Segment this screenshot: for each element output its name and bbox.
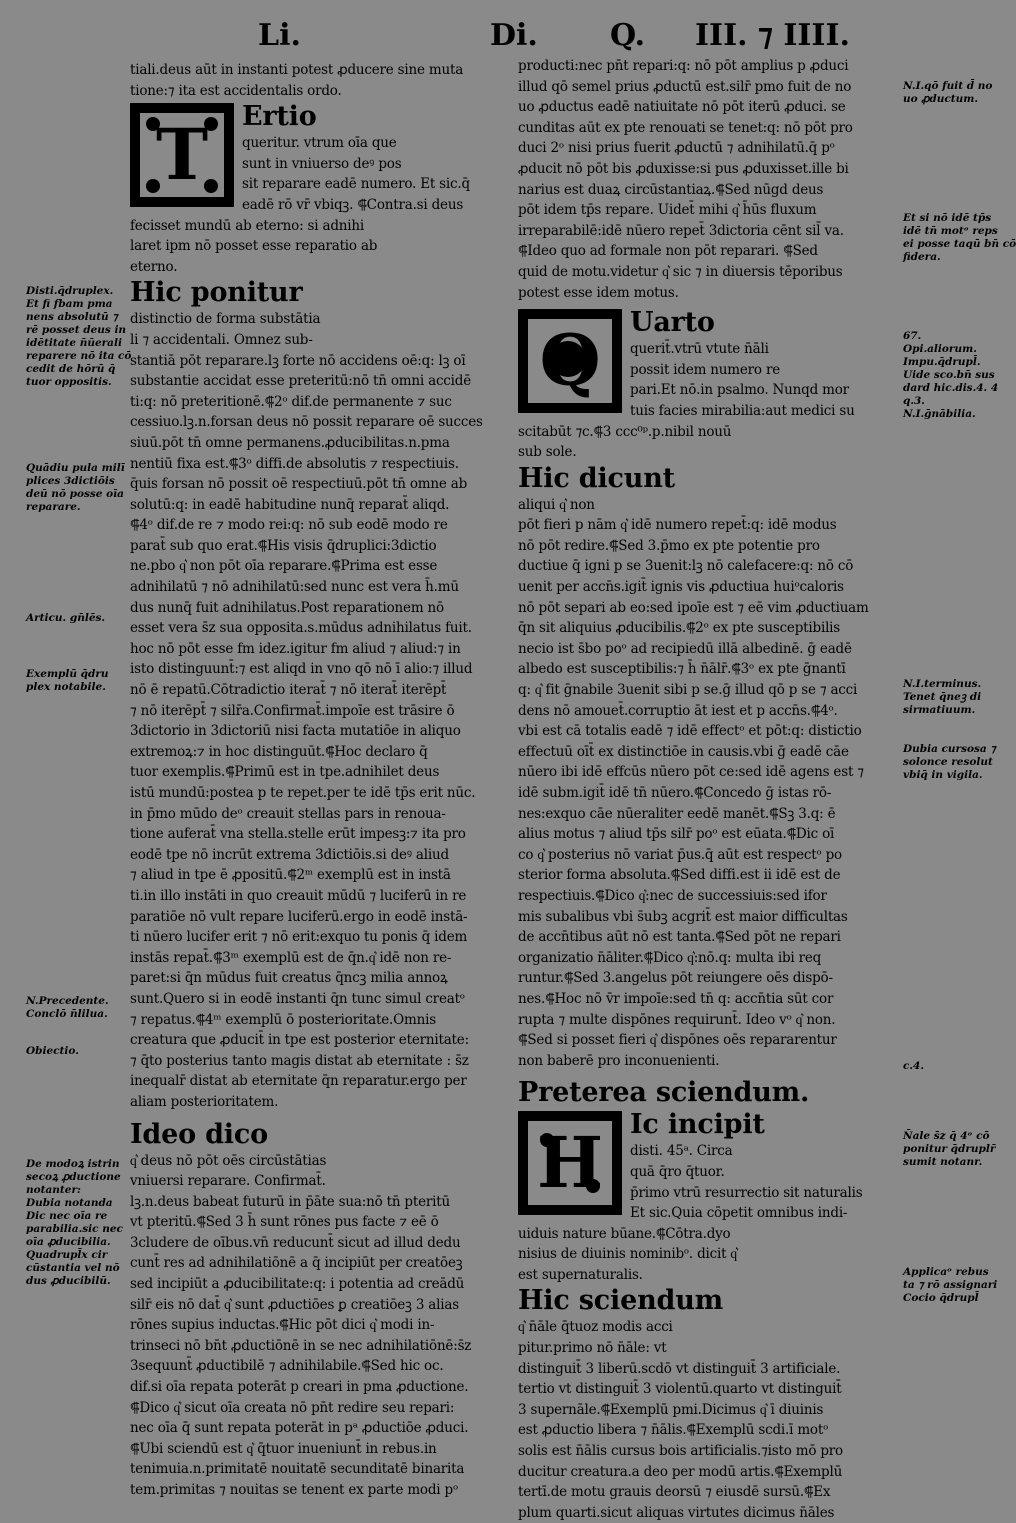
margin-note-line: Exemplū q̄dru bbox=[26, 668, 109, 680]
right-text-column bbox=[518, 56, 893, 1523]
hic-incipit-line: p̄rimo vtrū resurrectio sit naturalis bbox=[630, 1184, 863, 1201]
hic-dicunt-line: nes.⸿Hoc nō v̄r impoīe:sed tn̄ q: accn̄tia sūt cor bbox=[518, 990, 834, 1007]
margin-note-line: dus ꝓducibilū. bbox=[26, 1275, 111, 1287]
margin-note-line: oīa ꝓducibilia. bbox=[26, 1236, 111, 1248]
hic-dicunt-line: aliqui q͛ non bbox=[518, 496, 595, 513]
hic-dicunt-line: vbi est cā totalis eadē ⁊ idē effectᵒ et pōt:q: distictio bbox=[518, 723, 862, 740]
hic-ponitur-line: cessiuo.lꝫ.n.forsan deus nō possit reparare oē succes bbox=[130, 414, 483, 431]
margin-note-right-8 bbox=[903, 1266, 998, 1305]
hic-ponitur-line: nō ē repatū.Cōtradictio iterat̄ ⁊ nō iterat̄ iterēpt̄ bbox=[130, 682, 447, 699]
hic-dicunt-line: respectiuis.⸿Dico q͛:nec de successiuis:sed ifor bbox=[518, 887, 827, 904]
preterea-heading: Preterea sciendum. bbox=[518, 1077, 810, 1109]
margin-note-line: Conclō n̄lilua. bbox=[26, 1008, 108, 1020]
hic-dicunt-line: nō pōt redire.⸿Sed 3.p̄mo ex pte potentie pro bbox=[518, 537, 820, 554]
hic-dicunt-line: alius motus ⁊ aliud tp̄s silr̄ poᵒ est eūata.⸿Dic oī bbox=[518, 826, 835, 843]
quarto-section bbox=[518, 307, 893, 463]
right-top-line: quid de motu.videtur q͛ sic ⁊ in diuersis tēporibus bbox=[518, 263, 843, 280]
margin-note-line: ta ⁊ rō assignari bbox=[903, 1279, 998, 1291]
hic-sciendum-line: plum quarti.sicut aliquas virtutes dicimus n̄āles bbox=[518, 1504, 835, 1521]
decorated-initial-h: H bbox=[518, 1111, 622, 1215]
margin-note-right-7 bbox=[903, 1130, 998, 1169]
hic-dicunt-line: runtur.⸿Sed 3.angelus pōt reiungere oēs dispō- bbox=[518, 970, 833, 987]
hic-dicunt-line: pōt fieri p nām q͛ idē numero repet̄:q: idē modus bbox=[518, 517, 837, 534]
margin-note-line: deū nō posse oīa bbox=[26, 488, 124, 500]
running-header bbox=[0, 18, 1000, 54]
hic-ponitur-line: in p̄mo mūdo deᵒ creauit stellas pars in renoua- bbox=[130, 805, 446, 822]
hic-dicunt-line: uenit per accn̄s.igit̄ ignis vis ꝓductiua huiᵒcaloris bbox=[518, 579, 844, 596]
margin-note-line: N.I.qō fuit d̄ no bbox=[903, 80, 993, 92]
hic-ponitur-line: ⁊ repatus.⸿4ᵐ exemplū ō posterioritate.Omnis bbox=[130, 1011, 436, 1028]
margin-note-left-6 bbox=[26, 1045, 126, 1058]
hic-ponitur-line: adnihilatū ⁊ nō adnihilatū:sed nunc est vera h̄.mū bbox=[130, 579, 459, 596]
hic-ponitur-lines bbox=[130, 309, 495, 1112]
hic-ponitur-line: substantie accidat esse preteritū:nō tn̄ omni accidē bbox=[130, 373, 472, 390]
margin-note-line: Dic nec oīa re bbox=[26, 1210, 108, 1222]
hic-dicunt-line: organizatio n̄āliter.⸿Dico q͛:nō.q: multa ibi req bbox=[518, 949, 822, 966]
margin-note-line: nens absolutū ⁊ bbox=[26, 311, 118, 323]
hic-ponitur-section bbox=[130, 277, 495, 1112]
margin-note-left-1 bbox=[26, 285, 132, 389]
hic-sciendum-line: ducitur creatura.a deo per modū artis.⸿Exemplū bbox=[518, 1463, 843, 1480]
quarto-heading: Uarto bbox=[630, 307, 715, 339]
margin-note-line: q.3. bbox=[903, 395, 925, 407]
hic-ponitur-line: inequalr̄ distat ab eternitate q̄n reparatur.ergo per bbox=[130, 1073, 467, 1090]
margin-note-line: idē tn̄ motᵒ reps bbox=[903, 225, 998, 237]
tertio-line: sunt in vniuerso deꝰ pos bbox=[242, 155, 402, 172]
hic-ponitur-line: istū mundū:postea p te repet.per te idē tp̄s erit nūc. bbox=[130, 785, 476, 801]
hic-ponitur-line: li ⁊ accidentali. Omnez sub- bbox=[130, 331, 313, 348]
hic-ponitur-line: paret:si q̄n mūdus fuit creatus q̄ncꝫ milia annoꝝ bbox=[130, 970, 448, 987]
margin-note-line: parabilia.sic nec bbox=[26, 1223, 123, 1235]
margin-note-line: 67. bbox=[903, 330, 922, 342]
ideo-dico-line: tenimuia.n.primitatē nouitatē secunditatē binarita bbox=[130, 1461, 465, 1478]
right-top-line: uo ꝓductus eadē natiuitate nō pōt iterū ꝓduci. se bbox=[518, 99, 846, 116]
hic-ponitur-line: ⁊ q̄to posterius tanto magis distat ab eternitate : s̄z bbox=[130, 1052, 469, 1069]
hic-incipit-section bbox=[518, 1109, 893, 1285]
tertio-line: laret ipm nō posset esse reparatio ab bbox=[130, 238, 378, 255]
ideo-dico-section bbox=[130, 1119, 495, 1501]
left-top-line: tiali.deus aūt in instanti potest ꝓducere sine muta bbox=[130, 62, 464, 78]
hic-dicunt-line: dens nō amouet̄.corruptio āt iest et p accn̄s.⸿4ᵒ. bbox=[518, 702, 838, 719]
margin-note-line: Impu.q̄drupl̄. bbox=[903, 356, 981, 368]
margin-note-line: N̄ale s̄z q̄ 4ᵒ cō bbox=[903, 1130, 990, 1142]
left-text-column bbox=[130, 60, 495, 1501]
hic-sciendum-line: est ꝓductio libera ⁊ n̄ālis.⸿Exemplū scdi.ī motᵒ bbox=[518, 1422, 829, 1439]
hic-dicunt-section bbox=[518, 463, 893, 1072]
margin-note-right-2 bbox=[903, 212, 1016, 264]
margin-note-line: Applicaᵒ rebus bbox=[903, 1266, 989, 1278]
hic-ponitur-line: ti nūero lucifer erit ⁊ nō erit:exquo tu ponis q̄ idem bbox=[130, 929, 468, 946]
margin-note-line: Cocio q̄drupl̄ bbox=[903, 1292, 979, 1304]
quarto-line: scitabūt ⁊c.⸿3 ccc⁰ᵖ.p.nibil nouū bbox=[518, 423, 732, 440]
ideo-dico-line: silr̄ eis nō dat̄ q͛ sunt ꝓductiōes ꝑ creatiōeꝫ 3 alias bbox=[130, 1296, 459, 1313]
hic-ponitur-line: ne.pbo q͛ non pōt oīa reparare.⸿Prima est esse bbox=[130, 558, 438, 575]
hic-dicunt-line: albedo est susceptibilis:⁊ h̄ n̄ālr̄.⸿3ᵒ ex pte ḡnantī bbox=[518, 661, 846, 678]
hic-sciendum-line: 3 supernāle.⸿Exemplū pmi.Dicimus q͛ ī diuinis bbox=[518, 1401, 824, 1418]
margin-note-line: Articu. gn̄lēs. bbox=[26, 612, 106, 624]
hic-incipit-line: uiduis nature būane.⸿Cōtra.dyo bbox=[518, 1225, 731, 1242]
hic-dicunt-line: idē subm.igit̄ idē tn̄ nūero.⸿Concedo ḡ istas rō- bbox=[518, 785, 832, 801]
margin-note-line: N.Precedente. bbox=[26, 995, 109, 1007]
hic-ponitur-line: extremoꝝ:⁊ in hoc distinguūt.⸿Hoc declaro q̄ bbox=[130, 743, 428, 760]
margin-note-line: tuor oppositis. bbox=[26, 376, 112, 388]
tertio-line: fecisset mundū ab eterno: si adnihi bbox=[130, 217, 364, 234]
hic-dicunt-line: mis subalibus vbi s̄ubꝫ acgrit̄ est maior difficultas bbox=[518, 908, 848, 925]
quarto-line: querit̄.vtrū vtute n̄āli bbox=[630, 341, 769, 358]
hic-dicunt-line: rupta ⁊ multe dispōnes requirunt̄. Ideo vᵒ q͛ non. bbox=[518, 1011, 836, 1028]
margin-note-line: plices 3dictiōis bbox=[26, 475, 115, 487]
ideo-dico-line: vniuersi reparare. Confirmat̄. bbox=[130, 1173, 326, 1190]
margin-note-right-4 bbox=[903, 678, 998, 717]
hic-ponitur-line: ⸿4ᵒ dif.de re ⁊ modo rei:q: nō sub eodē modo re bbox=[130, 517, 448, 534]
margin-note-line: sumit notanr. bbox=[903, 1156, 983, 1168]
right-top-line: producti:nec pn̄t repari:q: nō pōt amplius p ꝓduci bbox=[518, 58, 849, 74]
tertio-line: sit reparare eadē numero. Et sic.q̄ bbox=[242, 176, 470, 193]
tertio-section bbox=[130, 101, 495, 277]
margin-note-line: c.4. bbox=[903, 1060, 925, 1072]
hic-incipit-line: Et sic.Quia cōpetit omnibus indi- bbox=[630, 1205, 848, 1222]
ideo-dico-line: nec oīa q̄ sunt repata poterāt in pᵃ ꝓductiōe ꝓduci. bbox=[130, 1420, 469, 1437]
margin-note-line: cedit de hōrū q̄ bbox=[26, 363, 116, 375]
hic-dicunt-line: necio ist s̄bo poᵒ ad recipiedū illā albedinē. ḡ eadē bbox=[518, 640, 852, 657]
left-top-line: tione:⁊ ita est accidentalis ordo. bbox=[130, 82, 342, 99]
hic-sciendum-line: q͛ n̄āle q̄tuoz modis acci bbox=[518, 1319, 673, 1336]
hic-dicunt-line: nūero ibi idē effcūs nūero pōt ce:sed idē agens est ⁊ bbox=[518, 764, 864, 781]
ideo-dico-line: trinseci nō bn̄t ꝓductiōnē in se nec adnihilatiōnē:s̄z bbox=[130, 1337, 472, 1354]
margin-note-line: Tenet q̄neꝫ di bbox=[903, 691, 982, 703]
margin-note-line: ponitur q̄druplr̄ bbox=[903, 1143, 996, 1155]
hic-ponitur-line: ⁊ nō iterēpt̄ ⁊ silr̄a.Confirmat̄.impoīe est trāsire ō bbox=[130, 702, 455, 719]
hic-incipit-line: quā q̄ro q̄tuor. bbox=[630, 1163, 725, 1180]
margin-note-line: Quadrupl̄x cir bbox=[26, 1249, 108, 1261]
hic-ponitur-line: eodē tpe nō incrūt extrema 3dictiōis.si deꝰ aliud bbox=[130, 846, 449, 863]
margin-note-left-7 bbox=[26, 1158, 126, 1288]
right-top-line: narius est duaꝝ circūstantiaꝝ.⸿Sed nūgd deus bbox=[518, 181, 824, 198]
hic-ponitur-line: parat̄ sub quo erat.⸿His visis q̄druplici:3dictio bbox=[130, 537, 437, 554]
quarto-line: pari.Et nō.in psalmo. Nunqd mor bbox=[630, 382, 849, 399]
margin-note-line: Et fi fbam pma bbox=[26, 298, 113, 310]
margin-note-right-5 bbox=[903, 743, 998, 782]
ideo-dico-line: ⸿Dico q͛ sicut oīa creata nō pn̄t redire seu repari: bbox=[130, 1399, 455, 1416]
margin-note-line: vbiq̄ in vigila. bbox=[903, 769, 983, 781]
hic-ponitur-heading: Hic ponitur bbox=[130, 277, 303, 309]
ideo-dico-line: dif.si oīa repata poterāt p creari in pma ꝓductione. bbox=[130, 1379, 469, 1396]
tertio-heading: Ertio bbox=[242, 101, 317, 133]
hic-sciendum-line: tertī.de motu grauis deorsū ⁊ eiusdē sursū.⸿Ex bbox=[518, 1484, 831, 1501]
hic-ponitur-line: tuor exemplis.⸿Primū est in tpe.adnihilet deus bbox=[130, 764, 440, 781]
hic-ponitur-line: q̄uis forsan nō possit oē respectiuū.pōt tn̄ omne ab bbox=[130, 476, 468, 493]
margin-note-left-3 bbox=[26, 612, 126, 625]
decorated-initial-t: T bbox=[130, 103, 234, 207]
hic-sciendum-heading: Hic sciendum bbox=[518, 1285, 723, 1317]
margin-note-line: De modoꝝ istrin bbox=[26, 1158, 120, 1170]
hic-ponitur-line: sunt.Quero si in eodē instanti q̄n tunc simul creatᵒ bbox=[130, 990, 465, 1007]
margin-note-left-2 bbox=[26, 462, 126, 514]
hic-ponitur-line: ti:q: nō preteritionē.⸿2ᵒ dif.de permanente ⁊ suc bbox=[130, 393, 452, 410]
margin-note-line: reparere nō ita cō bbox=[26, 350, 132, 362]
quarto-line: possit idem numero re bbox=[630, 361, 780, 378]
tertio-line: eadē rō vr̄ vbiqꝫ. ⸿Contra.si deus bbox=[242, 196, 464, 213]
margin-note-right-6 bbox=[903, 1060, 998, 1073]
ideo-dico-line: sed incipiūt a ꝓducibilitate:q: i potentia ad creādū bbox=[130, 1276, 465, 1293]
hic-ponitur-line: ti.in illo instāti in quo creauit mūdū ⁊ luciferū in re bbox=[130, 887, 467, 904]
hic-ponitur-line: aliam posterioritatem. bbox=[130, 1093, 279, 1110]
hic-ponitur-line: isto distinguunt̄:⁊ est aliqd in vno qō nō ī alio:⁊ illud bbox=[130, 661, 473, 678]
ideo-dico-line: ⸿Ubi sciendū est q͛ q̄tuor inueniunt̄ in rebus.in bbox=[130, 1440, 437, 1457]
hic-ponitur-line: creatura que ꝓducit̄ in tpe est posterior eternitate: bbox=[130, 1032, 469, 1049]
hic-dicunt-line: non baberē pro inconuenienti. bbox=[518, 1052, 720, 1069]
ideo-dico-line: vt pteritū.⸿Sed 3 h̄ sunt rōnes pus facte ⁊ eē ō bbox=[130, 1214, 439, 1231]
hic-sciendum-section bbox=[518, 1285, 893, 1523]
right-top-line: cunditas aūt ex pte renouati se tenet:q: nō pōt pro bbox=[518, 119, 853, 136]
margin-note-left-4 bbox=[26, 668, 126, 694]
quarto-line: tuis facies mirabilia:aut medici su bbox=[630, 402, 855, 419]
hic-dicunt-line: ductiue q̄ igni p se 3uenit:lꝫ nō calefacere:q: nō cō bbox=[518, 558, 854, 575]
hic-ponitur-line: ⁊ aliud in tpe ē ꝓpositū.⸿2ᵐ exemplū est in instā bbox=[130, 867, 451, 884]
right-top-line: illud qō semel prius ꝓductū est.silr̄ pmo fuit de no bbox=[518, 78, 852, 95]
ideo-dico-line: q͛ deus nō pōt oēs circūstātias bbox=[130, 1152, 327, 1169]
margin-note-line: Dubia cursosa ⁊ bbox=[903, 743, 996, 755]
hic-dicunt-line: ⸿Sed si posset fieri q͛ dispōnes oēs repararentur bbox=[518, 1032, 837, 1049]
hic-sciendum-line: tertio vt distinguit̄ 3 violentū.quarto vt distinguit̄ bbox=[518, 1381, 842, 1398]
ideo-dico-line: rōnes supius inductas.⸿Hic pōt dici q͛ modi in- bbox=[130, 1317, 435, 1334]
margin-note-line: uo ꝓductum. bbox=[903, 93, 979, 105]
margin-note-line: Uide sco.bn̄ sus bbox=[903, 369, 995, 381]
right-top-line: potest esse idem motus. bbox=[518, 284, 679, 301]
hic-ponitur-line: instās repat̄.⸿3ᵐ exemplū est de q̄n.q͛ idē non re- bbox=[130, 949, 452, 966]
hic-dicunt-lines bbox=[518, 495, 893, 1072]
ideo-dico-line: 3cludere de oībus.vn̄ reducunt̄ sicut ad illud dedu bbox=[130, 1234, 461, 1251]
margin-note-line: plex notabile. bbox=[26, 681, 106, 693]
hic-sciendum-line: distinguit̄ 3 liberū.scdō vt distinguit̄ 3 artificiale. bbox=[518, 1360, 841, 1377]
hic-ponitur-line: tione auferat̄ vna stella.stelle erūt impesꝫ:⁊ ita pro bbox=[130, 826, 466, 843]
hic-dicunt-line: q: q͛ fit ḡnabile 3uenit sibi p se.ḡ illud qō p se ⁊ acci bbox=[518, 682, 858, 699]
hic-dicunt-line: q̄n sit aliquius ꝓducibilis.⸿2ᵒ ex pte susceptibilis bbox=[518, 620, 841, 637]
hic-dicunt-heading: Hic dicunt bbox=[518, 462, 675, 494]
margin-note-line: rē posset deus in bbox=[26, 324, 127, 336]
margin-note-line: secoꝝ ꝓductione bbox=[26, 1171, 121, 1183]
margin-note-left-5 bbox=[26, 995, 126, 1021]
hic-sciendum-lines bbox=[518, 1317, 893, 1523]
left-top-lines bbox=[130, 60, 495, 101]
hic-ponitur-line: 3dictorio in 3dictoriū nisi facta mutatiōe in aliquo bbox=[130, 723, 461, 740]
hic-ponitur-line: nentiū fixa est.⸿3ᵒ diffi.de absolutis ⁊ respectiuis. bbox=[130, 455, 459, 472]
ideo-dico-lines bbox=[130, 1151, 495, 1501]
margin-note-line: dard hic.dis.4. 4 bbox=[903, 382, 999, 394]
hic-ponitur-line: hoc nō pōt esse fm idez.igitur fm aliud ⁊ aliud:⁊ in bbox=[130, 640, 461, 657]
hic-sciendum-line: solis est n̄ālis cursus bois artificialis.⁊isto mō pro bbox=[518, 1443, 843, 1460]
hic-ponitur-line: paratiōe nō vult repare luciferū.ergo in eodē instā- bbox=[130, 908, 468, 925]
quarto-line: sub sole. bbox=[518, 444, 577, 461]
hic-dicunt-line: effectuū oīt̄ ex distinctiōe in causis.vbi ḡ eadē cāe bbox=[518, 743, 849, 760]
right-top-line: irreparabilē:idē nūero repet̄ 3dictoria cēnt sil̄ va. bbox=[518, 222, 844, 239]
margin-note-line: cūstantia vel nō bbox=[26, 1262, 120, 1274]
hic-incipit-line: nisius de diuinis nominibᵒ. dicit q͛ bbox=[518, 1246, 737, 1263]
hic-incipit-heading: Ic incipit bbox=[630, 1109, 765, 1141]
ideo-dico-line: cunt̄ res ad adnihilatiōnē a q̄ incipiūt per creatōeꝫ bbox=[130, 1255, 463, 1272]
header-question-numbers: III. ⁊ IIII. bbox=[695, 18, 850, 53]
margin-note-line: notanter: bbox=[26, 1184, 81, 1196]
margin-note-line: solonce resolut bbox=[903, 756, 993, 768]
hic-ponitur-line: siuū.pōt tn̄ omne permanens.ꝓducibilitas.n.pma bbox=[130, 434, 450, 451]
ideo-dico-line: tem.primitas ⁊ nouitas se tenent ex parte modi pᵒ bbox=[130, 1482, 458, 1498]
margin-note-line: ei posse taqū bn̄ cō bbox=[903, 238, 1016, 250]
hic-ponitur-line: solutū:q: in eadē habitudine nunq̄ reparat̄ aliqd. bbox=[130, 496, 450, 513]
margin-note-right-1 bbox=[903, 80, 998, 106]
hic-dicunt-line: nes:exquo cāe nūeraliter eedē manēt.⸿Sꝫ 3.q: ē bbox=[518, 805, 836, 822]
right-top-line: ꝓducit nō pōt bis ꝓduxisse:si pus ꝓduxisset.ille bi bbox=[518, 160, 849, 177]
margin-note-line: Opi.aliorum. bbox=[903, 343, 977, 355]
ideo-dico-heading: Ideo dico bbox=[130, 1118, 268, 1150]
hic-dicunt-line: de accn̄tibus aūt nō est tanta.⸿Sed pōt ne repari bbox=[518, 929, 841, 946]
hic-ponitur-line: esset vera s̄z sua opposita.s.mūdus adnihilatus fuit. bbox=[130, 620, 472, 637]
margin-note-line: N.I.terminus. bbox=[903, 678, 982, 690]
tertio-line: eterno. bbox=[130, 258, 178, 275]
hic-ponitur-line: distinctio de forma substātia bbox=[130, 311, 321, 328]
hic-incipit-line: disti. 45ᵃ. Circa bbox=[630, 1143, 733, 1160]
right-top-line: duci 2ᵒ nisi prius fuerit ꝓductū ⁊ adnihilatū.q̄ pᵒ bbox=[518, 140, 835, 157]
margin-note-line: sirmatiuum. bbox=[903, 704, 976, 716]
hic-ponitur-line: stantiā pōt reparare.lꝫ forte nō accidens oē:q: lꝫ oī bbox=[130, 352, 466, 369]
ideo-dico-line: 3sequunt̄ ꝓductibilē ⁊ adnihilabile.⸿Sed hic oc. bbox=[130, 1358, 444, 1375]
hic-dicunt-line: sterior forma absoluta.⸿Sed diffi.est ii idē est de bbox=[518, 867, 841, 884]
margin-note-line: Et si nō idē tp̄s bbox=[903, 212, 992, 224]
margin-note-line: fidera. bbox=[903, 251, 941, 263]
right-top-line: ⸿Ideo quo ad formale non pōt reparari. ⸿Sed bbox=[518, 243, 818, 260]
ideo-dico-line: lꝫ.n.deus babeat futurū in p̄āte sua:nō tn̄ pteritū bbox=[130, 1193, 450, 1210]
margin-note-line: Quādiu pula milī bbox=[26, 462, 125, 474]
hic-incipit-line: est supernaturalis. bbox=[518, 1266, 643, 1283]
header-question-label: Q. bbox=[610, 18, 646, 53]
decorated-initial-q: Q bbox=[518, 309, 622, 413]
margin-note-line: Dubia notanda bbox=[26, 1197, 113, 1209]
header-book: Li. bbox=[258, 18, 301, 53]
hic-dicunt-line: nō pōt separi ab eo:sed ipoīe est ⁊ eē vim ꝓductiuam bbox=[518, 599, 869, 616]
margin-note-line: reparare. bbox=[26, 501, 81, 513]
header-distinction: Di. bbox=[490, 18, 538, 53]
tertio-line: queritur. vtrum oīa que bbox=[242, 135, 397, 152]
margin-note-line: Obiectio. bbox=[26, 1045, 79, 1057]
margin-note-line: idētitate n̄ūerali bbox=[26, 337, 122, 349]
hic-sciendum-line: pitur.primo nō n̄āle: vt bbox=[518, 1340, 667, 1357]
margin-note-right-3 bbox=[903, 330, 998, 421]
right-top-line: pōt idem tp̄s repare. Uidet̄ mihi q͛ h̄ūs fluxum bbox=[518, 202, 817, 219]
hic-dicunt-line: co q͛ posterius nō variat p̄us.q̄ aūt est respectᵒ po bbox=[518, 846, 842, 863]
hic-ponitur-line: dus nunq̄ fuit adnihilatus.Post reparationem nō bbox=[130, 599, 444, 616]
margin-note-line: Disti.q̄druplex. bbox=[26, 285, 114, 297]
right-top-lines bbox=[518, 56, 893, 303]
margin-note-line: N.I.ḡnābilia. bbox=[903, 408, 976, 420]
